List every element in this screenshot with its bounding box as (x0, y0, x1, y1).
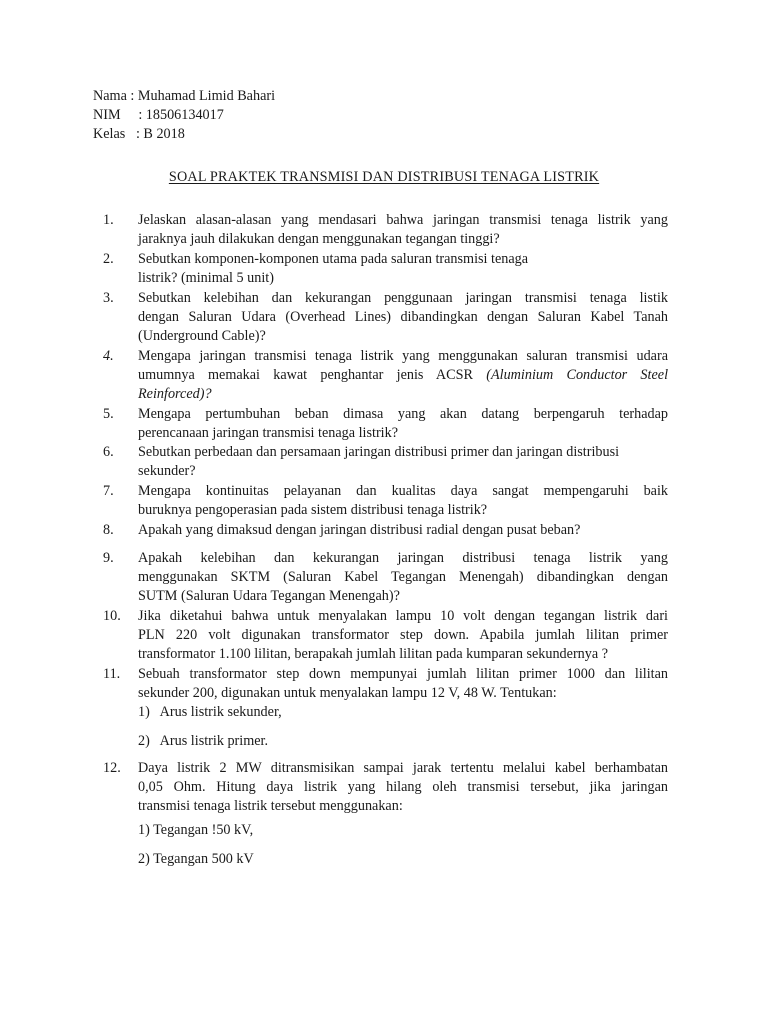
question-text (138, 759, 668, 816)
question-text (138, 549, 668, 606)
question-line: Apakah yang dimaksud dengan jaringan distribusi radial dengan pusat beban? (138, 522, 581, 538)
question-line: SUTM (Saluran Udara Tegangan Menengah)? (138, 588, 400, 604)
sub-item: 1) Arus listrik sekunder, (138, 704, 282, 720)
acsr-expansion: (Aluminium Conductor Steel (486, 367, 669, 383)
student-identity (93, 87, 275, 144)
question-number: 7. (103, 483, 114, 499)
question-number: 8. (103, 522, 114, 538)
question-number: 3. (103, 290, 114, 306)
question-text (138, 443, 668, 481)
sub-item: 2) Tegangan 500 kV (138, 851, 254, 867)
question-number: 10. (103, 608, 121, 624)
question-text (138, 607, 668, 664)
question-line: Daya listrik 2 MW ditransmisikan sampai jarak tertentu melalui kabel berhambatan (138, 760, 668, 776)
question-line: PLN 220 volt digunakan transformator step down. Apabila jumlah lilitan primer (138, 627, 668, 643)
student-nim: NIM : 18506134017 (93, 107, 224, 123)
question-line: listrik? (minimal 5 unit) (138, 270, 274, 286)
question-number: 4. (103, 348, 114, 364)
question-line: Sebutkan komponen-komponen utama pada saluran transmisi tenaga (138, 251, 529, 267)
document-title-text: SOAL PRAKTEK TRANSMISI DAN DISTRIBUSI TENAGA LISTRIK (168, 169, 600, 185)
question-line: Sebuah transformator step down mempunyai jumlah lilitan primer 1000 dan lilitan (138, 666, 668, 682)
question-line: sekunder? (138, 463, 196, 479)
student-class: Kelas : B 2018 (93, 126, 185, 142)
question-line: Sebutkan perbedaan dan persamaan jaringan distribusi primer dan jaringan distribusi (138, 444, 620, 460)
question-text (138, 250, 668, 288)
question-line: Jelaskan alasan-alasan yang mendasari bahwa jaringan transmisi tenaga listrik yang (138, 212, 668, 228)
question-line: (Underground Cable)? (138, 328, 266, 344)
question-number: 1. (103, 212, 114, 228)
sub-item: 2) Arus listrik primer. (138, 733, 269, 749)
question-number: 9. (103, 550, 114, 566)
question-number: 5. (103, 406, 114, 422)
question-number: 2. (103, 251, 114, 267)
question-line: jaraknya jauh dilakukan dengan menggunakan tegangan tinggi? (138, 231, 500, 247)
question-text (138, 289, 668, 346)
question-line (138, 366, 668, 385)
question-line: perencanaan jaringan transmisi tenaga listrik? (138, 425, 398, 441)
question-text (138, 211, 668, 249)
question-line-part: umumnya memakai kawat penghantar jenis ACSR (138, 367, 473, 383)
question-number: 6. (103, 444, 114, 460)
question-text (138, 405, 668, 443)
question-line: Jika diketahui bahwa untuk menyalakan lampu 10 volt dengan tegangan listrik dari (138, 608, 668, 624)
question-text (138, 665, 668, 703)
question-text (138, 482, 668, 520)
question-line: Mengapa jaringan transmisi tenaga listrik yang menggunakan saluran transmisi udara (138, 348, 668, 364)
document-title (0, 168, 768, 187)
question-line: 0,05 Ohm. Hitung daya listrik yang hilang oleh transmisi tersebut, jika jaringan (138, 779, 668, 795)
student-name: Nama : Muhamad Limid Bahari (93, 88, 276, 104)
question-number: 11. (103, 666, 121, 682)
question-line: transmisi tenaga listrik tersebut menggunakan: (138, 798, 403, 814)
question-line: dengan Saluran Udara (Overhead Lines) dibandingkan dengan Saluran Kabel Tanah (138, 309, 668, 325)
question-line: buruknya pengoperasian pada sistem distribusi tenaga listrik? (138, 502, 488, 518)
question-line: Sebutkan kelebihan dan kekurangan penggunaan jaringan transmisi tenaga listik (138, 290, 668, 306)
question-text (138, 521, 668, 540)
question-text (138, 347, 668, 404)
question-line: Mengapa pertumbuhan beban dimasa yang akan datang berpengaruh terhadap (138, 406, 668, 422)
question-line: sekunder 200, digunakan untuk menyalakan lampu 12 V, 48 W. Tentukan: (138, 685, 557, 701)
sub-item: 1) Tegangan !50 kV, (138, 822, 254, 838)
question-line: Apakah kelebihan dan kekurangan jaringan distribusi tenaga listrik yang (138, 550, 668, 566)
question-line: menggunakan SKTM (Saluran Kabel Tegangan Menengah) dibandingkan dengan (138, 569, 668, 585)
question-line: transformator 1.100 lilitan, berapakah jumlah lilitan pada kumparan sekundernya ? (138, 646, 609, 662)
question-line: Reinforced)? (138, 386, 212, 402)
question-line: Mengapa kontinuitas pelayanan dan kualitas daya sangat mempengaruhi baik (138, 483, 668, 499)
question-number: 12. (103, 760, 121, 776)
